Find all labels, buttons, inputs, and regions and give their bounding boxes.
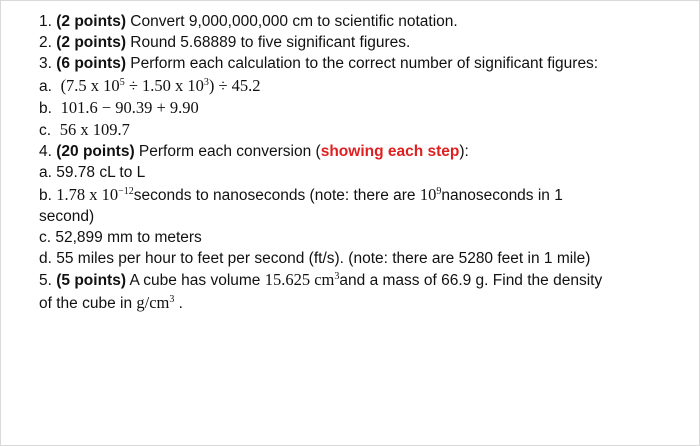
points-label: (2 points)	[56, 13, 126, 30]
question-4d: d. 55 miles per hour to feet per second (ft/s). (note: there are 5280 feet in 1 mile)	[39, 250, 591, 268]
points-label: (6 points)	[56, 55, 126, 73]
question-3c: c. 56 x 109.7	[39, 120, 130, 140]
math-expression: $g/cm^3$	[136, 292, 175, 312]
question-3a: a. (7.5 x $10^5 \div 1.50$ x $10^3) \div 45.2$	[39, 75, 261, 95]
math-expression: $10^9$	[419, 184, 442, 204]
emphasis-text: showing each step	[320, 143, 460, 161]
math-expression: 101.6 − 90.39 + 9.90	[60, 97, 199, 117]
question-4a: a. 59.78 cL to L	[39, 164, 146, 182]
question-4b-continued: second)	[39, 207, 95, 225]
question-4: 4. (20 points) Perform each conversion (showing each step):	[39, 143, 469, 161]
question-2: 2. (2 points) Round 5.68889 to five significant figures.	[39, 34, 411, 52]
points-label: (5 points)	[56, 272, 126, 290]
question-4c: c. 52,899 mm to meters	[39, 229, 202, 247]
math-expression: 56 x 109.7	[59, 120, 130, 140]
question-3: 3. (6 points) Perform each calculation to the correct number of significant figures:	[39, 55, 599, 73]
math-expression: 1.78 x $10^{-12}$	[56, 184, 134, 204]
question-5-continued: of the cube in $g/cm^3$ .	[39, 292, 183, 312]
math-expression: (7.5 x $10^5 \div 1.50$ x $10^3) \div 45.2$	[60, 75, 261, 95]
question-1: 1. (2 points) Convert 9,000,000,000 cm to scientific notation.	[39, 13, 458, 30]
points-label: (2 points)	[56, 34, 126, 52]
question-5: 5. (5 points) A cube has volume 15.625 $cm^3and$ a mass of 66.9 g. Find the density	[39, 270, 603, 290]
question-3b: b. 101.6 − 90.39 + 9.90	[39, 97, 199, 117]
math-expression: 15.625 $cm^3$	[264, 270, 340, 290]
points-label: (20 points)	[56, 143, 135, 161]
worksheet-text	[39, 11, 679, 314]
question-4b: b. 1.78 x $10^{-12}seconds$ to nanoseconds (note: there are $10^9nanoseconds$ in 1	[39, 184, 563, 204]
